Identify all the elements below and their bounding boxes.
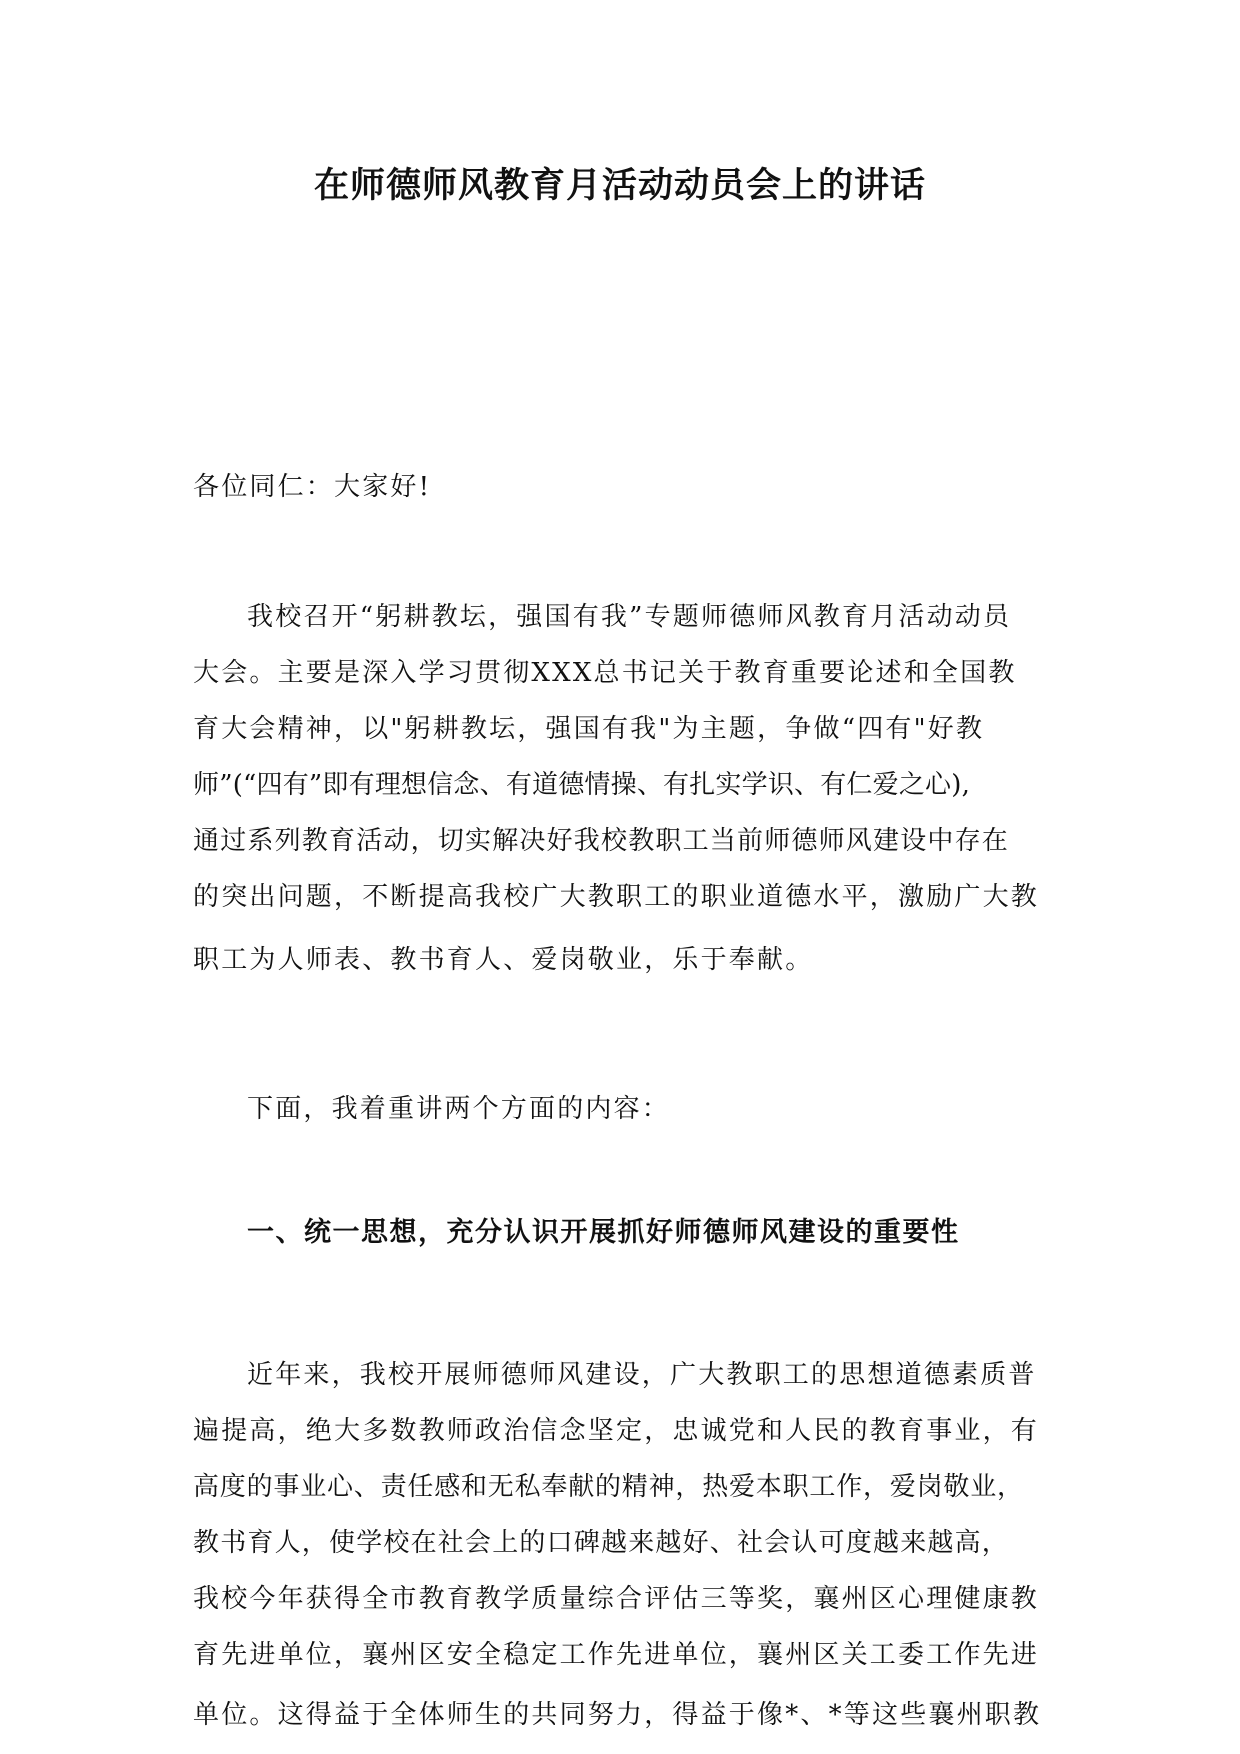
paragraph-1-line: 师”(“四有”即有理想信念、有道德情操、有扎实学识、有仁爱之心), bbox=[193, 770, 971, 800]
paragraph-3-line: 遍提高，绝大多数教师政治信念坚定，忠诚党和人民的教育事业，有 bbox=[193, 1416, 1040, 1446]
paragraph-3-line: 教书育人，使学校在社会上的口碑越来越好、社会认可度越来越高， bbox=[193, 1528, 1010, 1558]
paragraph-1-line: 大会。主要是深入学习贯彻XXX总书记关于教育重要论述和全国教 bbox=[193, 658, 1017, 688]
paragraph-1-line: 职工为人师表、教书育人、爱岗敬业，乐于奉献。 bbox=[193, 945, 814, 975]
paragraph-3-line: 单位。这得益于全体师生的共同努力，得益于像*、*等这些襄州职教 bbox=[193, 1700, 1042, 1730]
greeting: 各位同仁：大家好! bbox=[193, 472, 432, 502]
paragraph-1-line: 通过系列教育活动，切实解决好我校教职工当前师德师风建设中存在 bbox=[193, 826, 1010, 856]
paragraph-3-line: 育先进单位，襄州区安全稳定工作先进单位，襄州区关工委工作先进 bbox=[193, 1640, 1040, 1670]
paragraph-3-line: 近年来，我校开展师德师风建设，广大教职工的思想道德素质普 bbox=[247, 1360, 1037, 1390]
section-heading-1: 一、统一思想，充分认识开展抓好师德师风建设的重要性 bbox=[247, 1217, 960, 1248]
paragraph-1-line: 我校召开“躬耕教坛，强国有我”专题师德师风教育月活动动员 bbox=[247, 602, 1012, 632]
paragraph-3-line: 高度的事业心、责任感和无私奉献的精神，热爱本职工作，爱岗敬业， bbox=[193, 1472, 1024, 1502]
document-title: 在师德师风教育月活动动员会上的讲话 bbox=[313, 166, 926, 206]
paragraph-2: 下面，我着重讲两个方面的内容： bbox=[247, 1094, 671, 1124]
paragraph-1-line: 的突出问题，不断提高我校广大教职工的职业道德水平，激励广大教 bbox=[193, 882, 1040, 912]
paragraph-3-line: 我校今年获得全市教育教学质量综合评估三等奖，襄州区心理健康教 bbox=[193, 1584, 1040, 1614]
paragraph-1-line: 育大会精神，以"躬耕教坛，强国有我"为主题，争做“四有"好教 bbox=[193, 714, 985, 744]
